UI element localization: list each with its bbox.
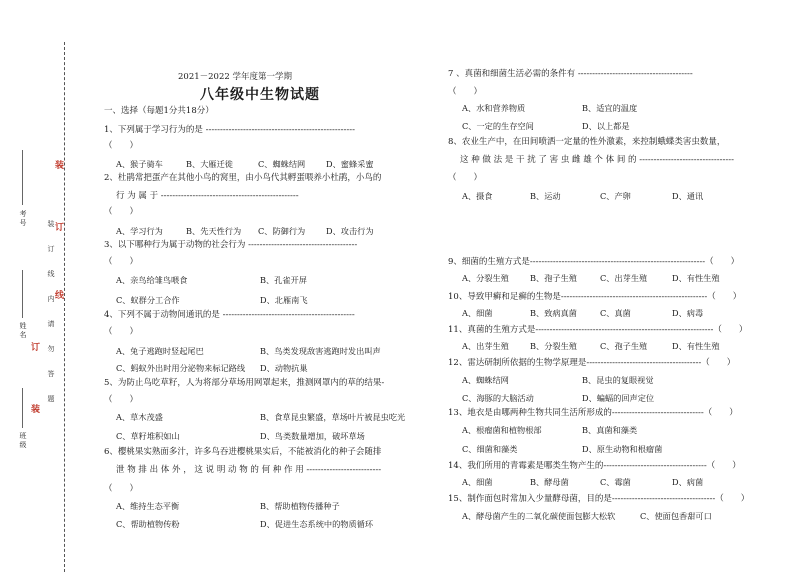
name-field[interactable] bbox=[22, 270, 23, 318]
option[interactable]: D、北雁南飞 bbox=[260, 295, 308, 305]
option[interactable]: B、运动 bbox=[530, 191, 561, 201]
seal-mark-2: 订 bbox=[53, 222, 63, 233]
exam-no-label: 考号 bbox=[19, 210, 27, 228]
option[interactable]: B、酵母菌 bbox=[530, 477, 569, 487]
answer-paren[interactable]: （ ） bbox=[104, 207, 139, 217]
question-stem-cont: 行 为 属 于 ------------------------------------------------ bbox=[116, 191, 299, 201]
option[interactable]: A、蜘蛛结网 bbox=[462, 375, 509, 385]
option[interactable]: A、猴子骑车 bbox=[116, 159, 163, 169]
question-stem: 9、细菌的生殖方式是-------------------------------------------------------------（ ） bbox=[448, 257, 740, 267]
question-stem: 13、地衣是由哪两种生物共同生活所形成的--------------------------------（ ） bbox=[448, 408, 738, 418]
option[interactable]: D、有性生殖 bbox=[672, 273, 720, 283]
option[interactable]: A、根瘤菌和植物根部 bbox=[462, 425, 542, 435]
option[interactable]: B、昆虫的复眼视觉 bbox=[582, 375, 654, 385]
option[interactable]: D、通讯 bbox=[672, 191, 704, 201]
question-stem: 4、下列不属于动物间通讯的是 ---------------------------------------------- bbox=[104, 310, 355, 320]
option[interactable]: A、分裂生殖 bbox=[462, 273, 509, 283]
question-stem: 7 、真菌和细菌生活必需的条件有 ---------------------------------------- bbox=[448, 69, 693, 79]
option[interactable]: A、细菌 bbox=[462, 308, 493, 318]
option[interactable]: B、分裂生殖 bbox=[530, 341, 577, 351]
option[interactable]: D、以上都是 bbox=[582, 121, 630, 131]
name-label: 姓名 bbox=[19, 322, 27, 340]
option[interactable]: D、有性生殖 bbox=[672, 341, 720, 351]
answer-paren[interactable]: （ ） bbox=[104, 257, 139, 267]
option[interactable]: A、兔子逃跑时竖起尾巴 bbox=[116, 346, 204, 356]
answer-paren[interactable]: （ ） bbox=[448, 173, 483, 183]
answer-paren[interactable]: （ ） bbox=[104, 395, 139, 405]
question-stem: 12、雷达研制所依据的生物学原理是----------------------------------------（ ） bbox=[448, 358, 736, 368]
answer-paren[interactable]: （ ） bbox=[104, 484, 139, 494]
option[interactable]: D、原生动物和根瘤菌 bbox=[582, 444, 663, 454]
option[interactable]: A、出芽生殖 bbox=[462, 341, 509, 351]
class-field[interactable] bbox=[22, 388, 23, 428]
question-stem-cont: 这 种 做 法 是 干 扰 了 害 虫 雌 雄 个 体 间 的 --------------------------------- bbox=[460, 155, 735, 165]
option[interactable]: C、海豚的大脑活动 bbox=[462, 393, 534, 403]
option[interactable]: A、草木茂盛 bbox=[116, 412, 163, 422]
option[interactable]: B、适宜的温度 bbox=[582, 103, 638, 113]
question-stem: 1、下列属于学习行为的是 ---------------------------------------------------- bbox=[104, 125, 355, 135]
option[interactable]: C、防御行为 bbox=[258, 226, 306, 236]
option[interactable]: B、大雁迁徙 bbox=[186, 159, 233, 169]
option[interactable]: D、动物抗巢 bbox=[260, 363, 308, 373]
option[interactable]: C、霉菌 bbox=[600, 477, 631, 487]
option[interactable]: A、酵母菌产生的二氧化碳使面包膨大松软 bbox=[462, 511, 616, 521]
option[interactable]: A、水和营养物质 bbox=[462, 103, 526, 113]
seal-mark-left: 装 bbox=[29, 404, 39, 415]
question-stem: 14、我们所用的青霉素是哪类生物产生的------------------------------------（ ） bbox=[448, 461, 741, 471]
option[interactable]: A、摄食 bbox=[462, 191, 493, 201]
option[interactable]: C、使面包香甜可口 bbox=[640, 511, 712, 521]
margin-note: 装订线内请勿答题 bbox=[47, 220, 55, 420]
option[interactable]: C、蜘蛛结网 bbox=[258, 159, 306, 169]
option[interactable]: B、鸟类发现敌害逃跑时发出叫声 bbox=[260, 346, 381, 356]
section-heading: 一、选择（每题1分共18分） bbox=[104, 106, 214, 116]
seal-mark-3: 线 bbox=[53, 290, 63, 301]
page-title: 八年级中生物试题 bbox=[200, 87, 320, 103]
class-label: 班级 bbox=[19, 432, 27, 450]
question-stem: 10、导致甲癣和足癣的生物是---------------------------------------------------（ ） bbox=[448, 292, 742, 302]
option[interactable]: C、产卵 bbox=[600, 191, 631, 201]
option[interactable]: C、草籽堆积如山 bbox=[116, 431, 180, 441]
option[interactable]: C、一定的生存空间 bbox=[462, 121, 534, 131]
question-stem: 8、农业生产中，在田间喷洒一定量的性外激素，来控制蛾蝶类害虫数量， bbox=[448, 137, 726, 147]
option[interactable]: B、孢子生殖 bbox=[530, 273, 577, 283]
option[interactable]: D、蜜蜂采蜜 bbox=[326, 159, 374, 169]
option[interactable]: A、亲鸟给雏鸟喂食 bbox=[116, 275, 188, 285]
seal-mark-left2: 订 bbox=[29, 342, 39, 353]
option[interactable]: D、蝙蝠的回声定位 bbox=[582, 393, 655, 403]
option[interactable]: A、维持生态平衡 bbox=[116, 501, 180, 511]
exam-no-field[interactable] bbox=[22, 150, 23, 205]
option[interactable]: C、蚁群分工合作 bbox=[116, 295, 180, 305]
option[interactable]: B、孔雀开屏 bbox=[260, 275, 307, 285]
option[interactable]: B、帮助植物传播种子 bbox=[260, 501, 340, 511]
option[interactable]: D、病毒 bbox=[672, 308, 704, 318]
answer-paren[interactable]: （ ） bbox=[104, 327, 139, 337]
question-stem: 15、制作面包时常加入少量酵母菌，目的是------------------------------------（ ） bbox=[448, 494, 750, 504]
question-stem: 5、为防止鸟吃草籽，人为将部分草场用网罩起来，推测网罩内的草的结果- bbox=[104, 378, 385, 388]
question-stem: 2、杜鹃常把蛋产在其他小鸟的窝里，由小鸟代其孵蛋喂养小杜鹃，小鸟的 bbox=[104, 173, 382, 183]
answer-paren[interactable]: （ ） bbox=[104, 141, 139, 151]
option[interactable]: D、鸟类数量增加，破坏草场 bbox=[260, 431, 365, 441]
option[interactable]: A、学习行为 bbox=[116, 226, 163, 236]
question-stem: 6、樱桃果实熟面多汁，许多鸟吞进樱桃果实后，不能被消化的种子会随排 bbox=[104, 447, 382, 457]
question-stem-cont: 泄 物 排 出 体 外 ， 这 说 明 动 物 的 何 种 作 用 -------------------------- bbox=[116, 465, 382, 475]
option[interactable]: C、细菌和藻类 bbox=[462, 444, 518, 454]
option[interactable]: A、细菌 bbox=[462, 477, 493, 487]
option[interactable]: D、促进生态系统中的物质循环 bbox=[260, 519, 374, 529]
option[interactable]: D、攻击行为 bbox=[326, 226, 374, 236]
answer-paren[interactable]: （ ） bbox=[448, 87, 483, 97]
option[interactable]: C、蚂蚁外出时用分泌物来标记路线 bbox=[116, 363, 246, 373]
binding-dashed-line bbox=[64, 42, 65, 572]
option[interactable]: C、真菌 bbox=[600, 308, 631, 318]
question-stem: 11、真菌的生殖方式是--------------------------------------------------------------（ ） bbox=[448, 325, 748, 335]
option[interactable]: C、出芽生殖 bbox=[600, 273, 648, 283]
seal-mark-1: 装 bbox=[53, 160, 63, 171]
option[interactable]: B、食草昆虫繁盛，草场叶片被昆虫吃光 bbox=[260, 412, 406, 422]
year-line: 2021－2022 学年度第一学期 bbox=[178, 72, 292, 82]
option[interactable]: C、帮助植物传粉 bbox=[116, 519, 180, 529]
option[interactable]: B、致病真菌 bbox=[530, 308, 577, 318]
option[interactable]: B、真菌和藻类 bbox=[582, 425, 638, 435]
option[interactable]: D、病菌 bbox=[672, 477, 704, 487]
option[interactable]: C、孢子生殖 bbox=[600, 341, 648, 351]
option[interactable]: B、先天性行为 bbox=[186, 226, 242, 236]
question-stem: 3、以下哪种行为属于动物的社会行为 -------------------------------------- bbox=[104, 240, 358, 250]
